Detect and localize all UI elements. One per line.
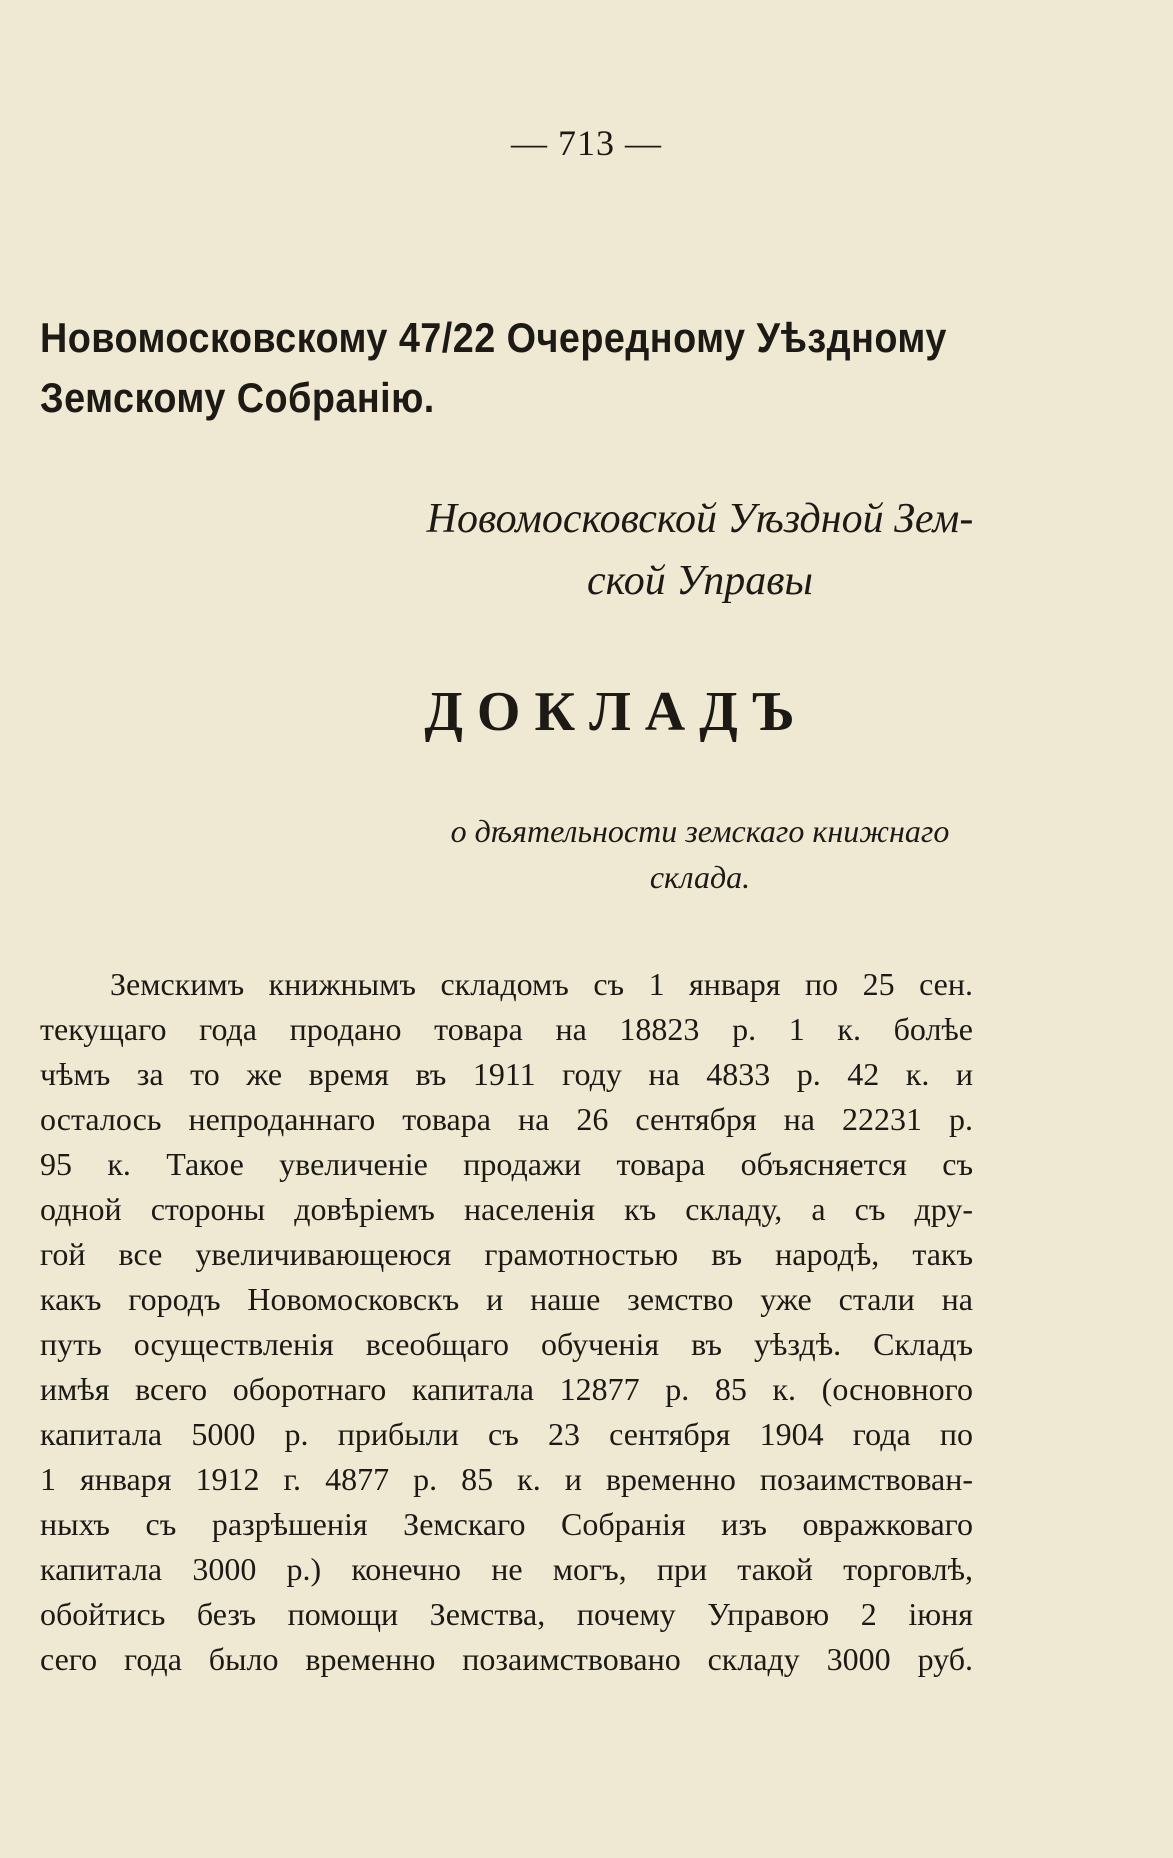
sender-line: Новомосковской Уѣздной Зем-: [426, 496, 974, 542]
report-heading: ДОКЛАДЪ: [424, 681, 809, 743]
body-line: 1 января 1912 г. 4877 р. 85 к. и временно позаимствован-: [40, 1461, 973, 1497]
body-line: осталось непроданнаго товара на 26 сентября на 22231 р.: [40, 1101, 973, 1137]
body-line: гой все увеличивающеюся грамотностью въ народѣ, такъ: [40, 1236, 973, 1272]
body-line: какъ городъ Новомосковскъ и наше земство уже стали на: [40, 1281, 973, 1317]
addressee-line: Земскому Собранію.: [40, 374, 435, 421]
sender-line: ской Управы: [587, 558, 813, 604]
report-subject: [390, 808, 1010, 900]
body-line: обойтись безъ помощи Земства, почему Управою 2 іюня: [40, 1596, 973, 1632]
body-line: чѣмъ за то же время въ 1911 году на 4833 р. 42 к. и: [40, 1056, 973, 1092]
body-line: 95 к. Такое увеличеніе продажи товара объясняется съ: [40, 1146, 973, 1182]
body-line: путь осуществленія всеобщаго обученія въ уѣздѣ. Складъ: [40, 1326, 973, 1362]
addressee-line: Новомосковскому 47/22 Очередному Уѣздному: [40, 314, 947, 361]
page-number: — 713 —: [511, 123, 662, 163]
body-line: ныхъ съ разрѣшенія Земскаго Собранія изъ овражковаго: [40, 1506, 973, 1542]
body-line: Земскимъ книжнымъ складомъ съ 1 января по 25 сен.: [110, 966, 973, 1002]
sender-block: [390, 488, 1010, 612]
body-line: капитала 5000 р. прибыли съ 23 сентября 1904 года по: [40, 1416, 973, 1452]
body-line: имѣя всего оборотнаго капитала 12877 р. 85 к. (основного: [40, 1371, 973, 1407]
addressee-block: [40, 308, 947, 428]
subject-line: о дѣятельности земскаго книжнаго: [450, 813, 950, 849]
body-line: одной стороны довѣріемъ населенія къ складу, а съ дру-: [40, 1191, 973, 1227]
body-line: капитала 3000 р.) конечно не могъ, при такой торговлѣ,: [40, 1551, 973, 1587]
body-line: текущаго года продано товара на 18823 р. 1 к. болѣе: [40, 1011, 973, 1047]
report-body: [40, 962, 973, 1682]
subject-line: склада.: [649, 859, 751, 895]
body-line: сего года было временно позаимствовано складу 3000 руб.: [40, 1641, 973, 1677]
